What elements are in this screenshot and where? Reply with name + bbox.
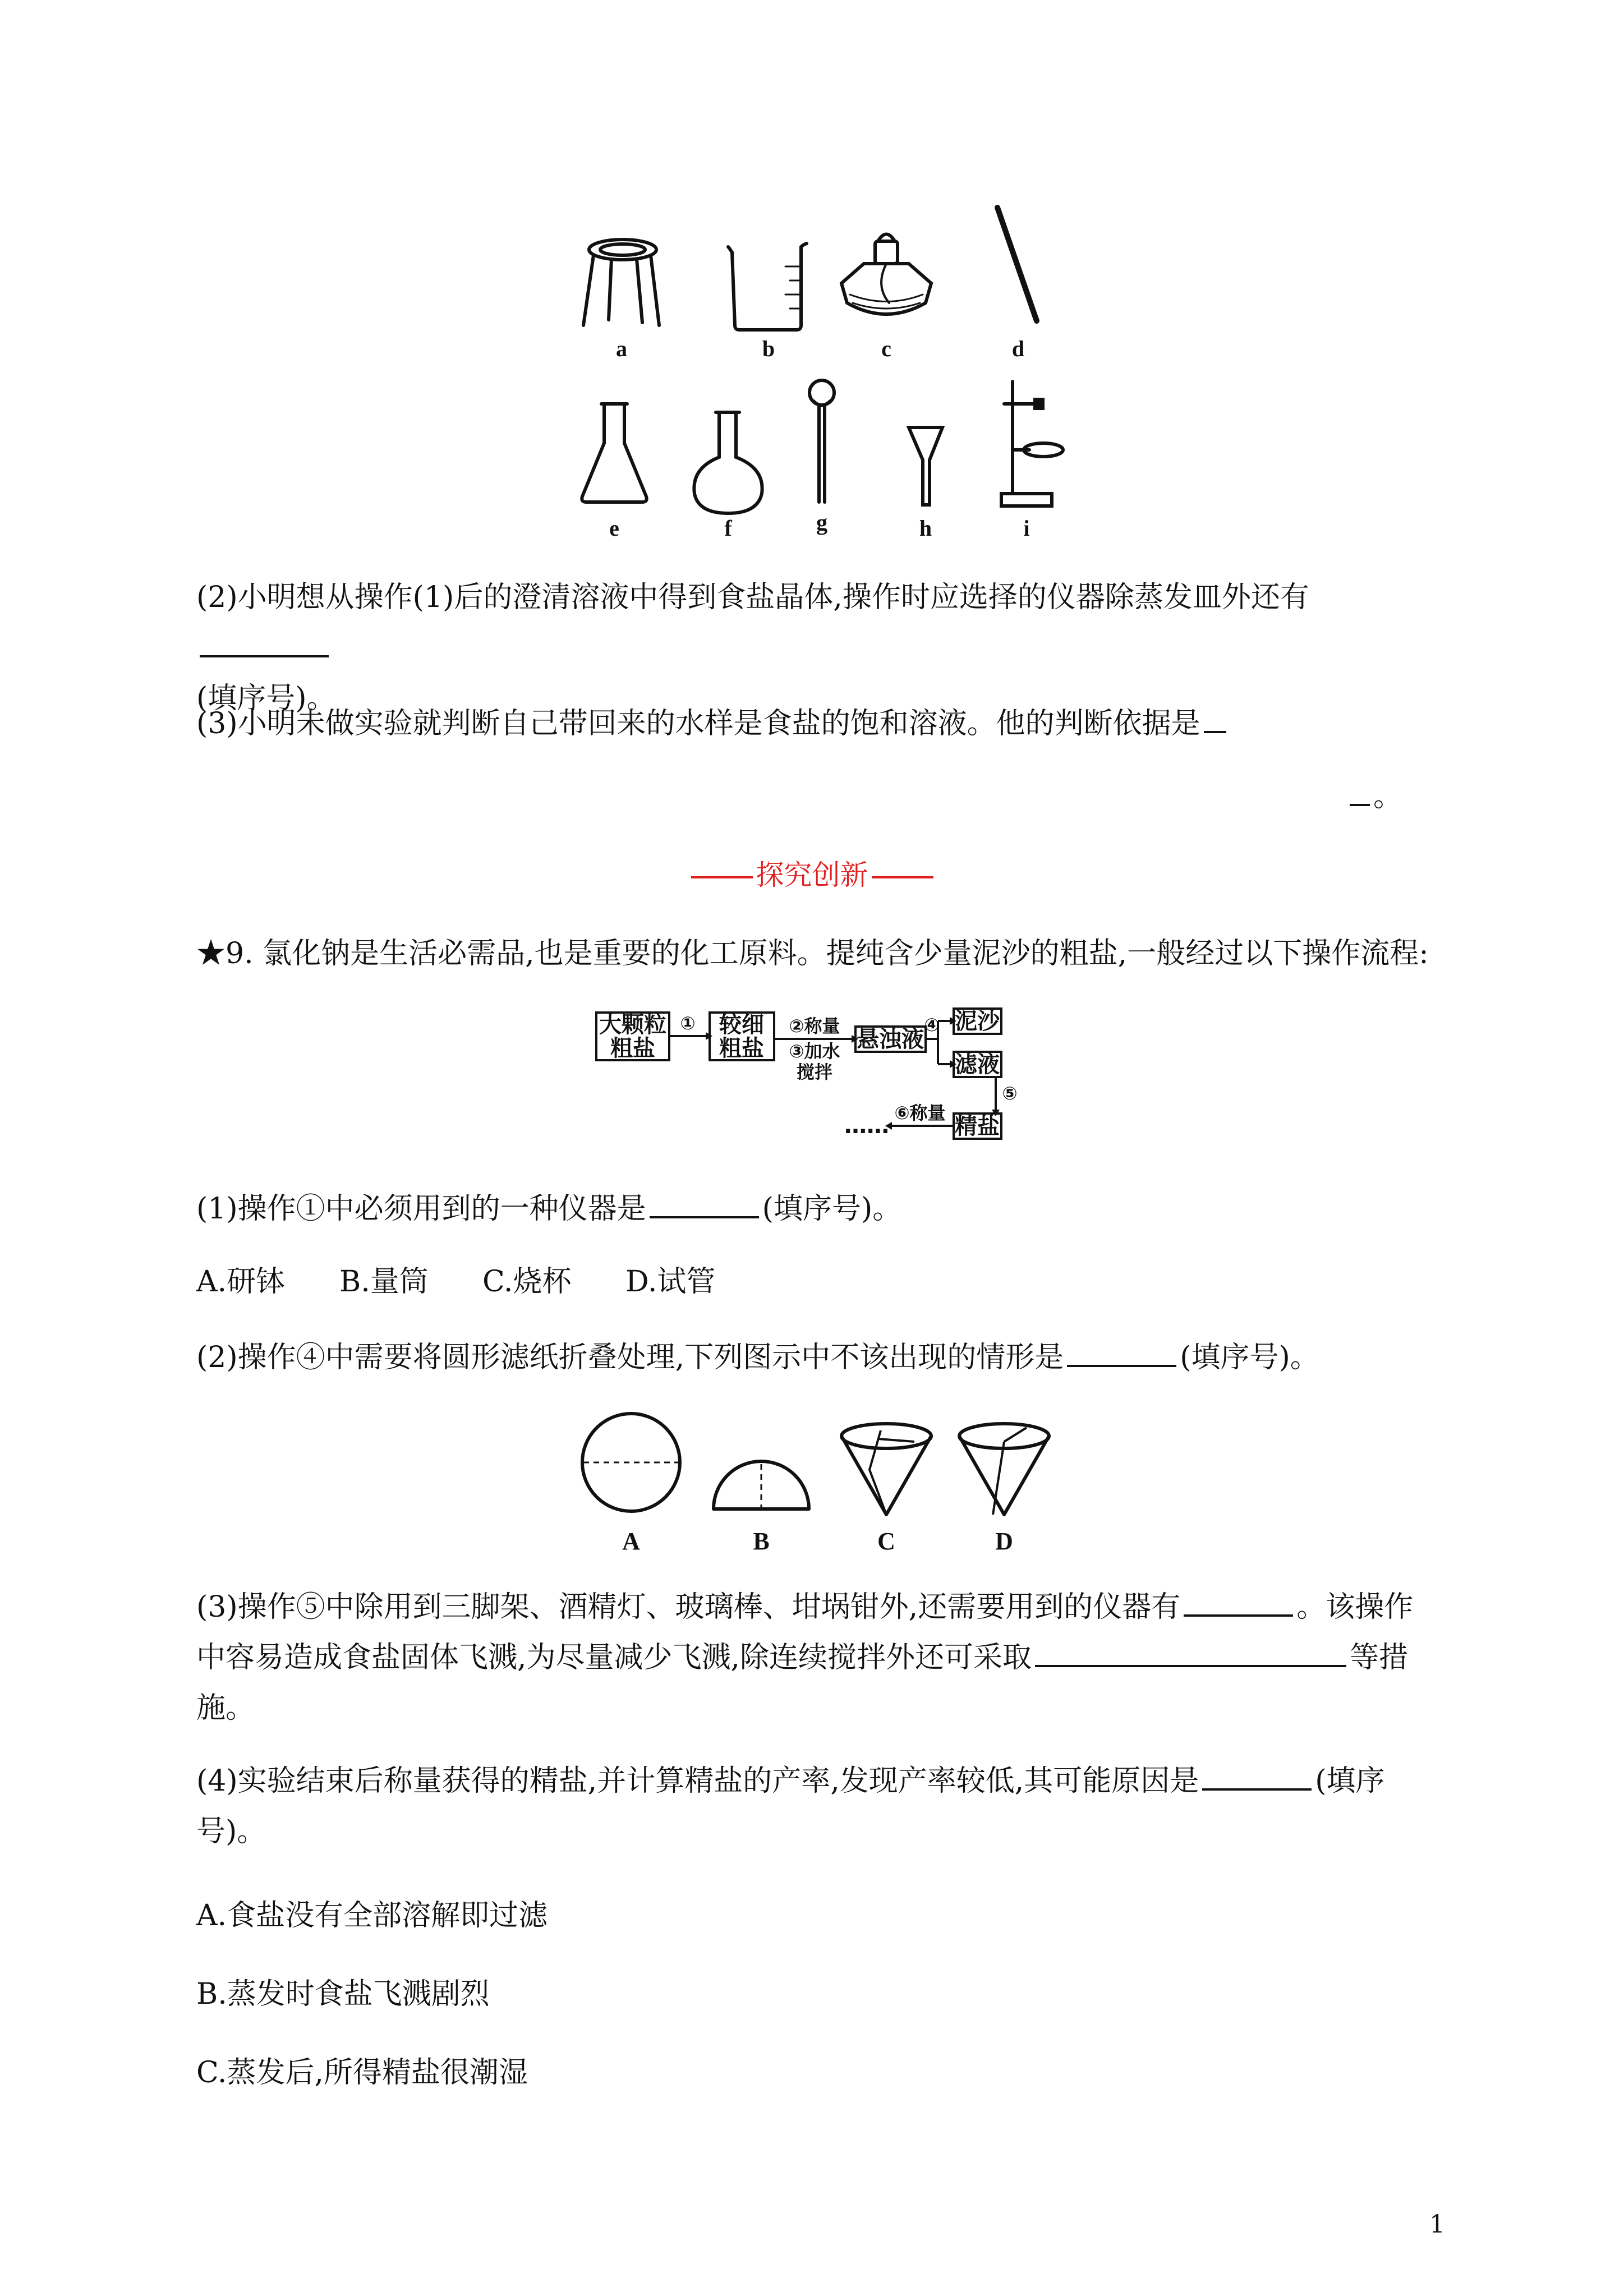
- q9-part2-text: (2)操作④中需要将圆形滤纸折叠处理,下列图示中不该出现的情形是: [196, 1341, 1064, 1374]
- apparatus-label-a: a: [616, 336, 627, 361]
- apparatus-label-i: i: [1023, 516, 1030, 541]
- flow-step-3-stir: 搅拌: [796, 1061, 833, 1083]
- section-title: [0, 853, 1624, 898]
- q9-part4-text-c: 号)。: [196, 1815, 266, 1848]
- q9-part4-option-a: [196, 1890, 1442, 1941]
- flow-chart: [561, 1004, 1066, 1161]
- section-rule-left: [691, 876, 753, 878]
- apparatus-label-c: c: [881, 336, 891, 361]
- q9-part2-text-end: (填序号)。: [1180, 1341, 1319, 1374]
- funnel-icon: [909, 427, 942, 505]
- q8-part2-text-cont: (填序号)。: [196, 682, 336, 715]
- filter-label-d: D: [995, 1527, 1013, 1554]
- apparatus-label-f: f: [724, 516, 732, 541]
- q9-part3-text: (3)操作⑤中除用到三脚架、酒精灯、玻璃棒、坩埚钳外,还需要用到的仪器有: [196, 1590, 1181, 1624]
- section-title-text: 探究创新: [756, 859, 868, 891]
- q9-part1-options: [196, 1257, 1442, 1307]
- beaker-icon: [728, 243, 807, 330]
- q9-part3-text-c: 中容易造成食盐固体飞溅,为尽量减少飞溅,除连续搅拌外还可采取: [196, 1641, 1032, 1674]
- answer-blank: [650, 1187, 759, 1218]
- answer-blank: [1067, 1336, 1176, 1367]
- q9-part1: [196, 1184, 1442, 1234]
- flow-box-filtrate: 滤液: [955, 1052, 1000, 1078]
- q9-part4-text-b: (填序: [1315, 1764, 1385, 1798]
- q9-part2: [196, 1332, 1442, 1383]
- flow-box-coarse-salt-2: 粗盐: [610, 1036, 655, 1061]
- flow-dots: ……: [844, 1113, 889, 1139]
- filter-label-b: B: [753, 1527, 770, 1554]
- apparatus-label-d: d: [1011, 336, 1025, 361]
- q9-part4-text: (4)实验结束后称量获得的精盐,并计算精盐的产率,发现产率较低,其可能原因是: [196, 1764, 1199, 1798]
- q8-part2-text: (2)小明想从操作(1)后的澄清溶液中得到食盐晶体,操作时应选择的仪器除蒸发皿外还有: [196, 581, 1309, 614]
- option-text: A.食盐没有全部溶解即过滤: [196, 1899, 548, 1932]
- q9-part1-text: (1)操作①中必须用到的一种仪器是: [196, 1192, 646, 1226]
- page-number: 1: [1429, 2210, 1445, 2239]
- flow-step-3: ③加水: [789, 1041, 840, 1062]
- q8-part3: [196, 698, 1442, 749]
- option-c: C.烧杯: [482, 1265, 572, 1299]
- q8-part3-end-text: 。: [1373, 780, 1403, 813]
- filter-cone-c-icon: [841, 1424, 931, 1515]
- q8-part3-end: [1346, 771, 1459, 822]
- flow-step-4: ④: [924, 1014, 940, 1036]
- answer-blank: [1035, 1636, 1346, 1667]
- filter-label-a: A: [622, 1527, 640, 1554]
- flow-box-fine-salt-1: 较细: [719, 1012, 764, 1038]
- tripod-icon: [583, 240, 659, 325]
- flow-box-suspension: 悬浊液: [857, 1027, 924, 1052]
- q8-part3-text: (3)小明未做实验就判断自己带回来的水样是食盐的饱和溶液。他的判断依据是: [196, 707, 1200, 740]
- glass-rod-icon: [997, 208, 1037, 321]
- q9-part4-option-b: [196, 1969, 1442, 2019]
- q9-part4: [196, 1756, 1442, 1857]
- q9-stem: [196, 928, 1442, 979]
- flow-step-1: ①: [680, 1013, 696, 1034]
- section-rule-right: [872, 876, 933, 878]
- q9-part1-text-end: (填序号)。: [762, 1192, 902, 1226]
- answer-blank: [1350, 775, 1370, 806]
- dropper-icon: [809, 380, 834, 502]
- flow-box-sediment: 泥沙: [955, 1009, 1000, 1034]
- q9-part3-text-b: 。该操作: [1296, 1590, 1414, 1624]
- apparatus-figure: [539, 191, 1099, 550]
- filter-paper-figure: [567, 1408, 1060, 1554]
- alcohol-lamp-icon: [841, 234, 931, 315]
- q9-part3-text-e: 施。: [196, 1691, 255, 1725]
- option-b: B.量筒: [339, 1265, 429, 1299]
- flow-box-coarse-salt-1: 大颗粒: [599, 1012, 666, 1038]
- filter-circle-icon: [582, 1414, 680, 1511]
- apparatus-label-h: h: [919, 516, 932, 541]
- q9-part4-option-c: [196, 2047, 1442, 2098]
- flow-box-fine-salt-2: 粗盐: [719, 1036, 764, 1061]
- option-d: D.试管: [625, 1265, 716, 1299]
- filter-label-c: C: [877, 1527, 895, 1554]
- round-flask-icon: [694, 412, 762, 513]
- iron-stand-icon: [1001, 381, 1063, 506]
- flow-box-refined-salt: 精盐: [955, 1114, 1000, 1139]
- answer-blank: [1204, 702, 1226, 733]
- answer-blank: [1202, 1759, 1312, 1791]
- q9-stem-text: ★9. 氯化钠是生活必需品,也是重要的化工原料。提纯含少量泥沙的粗盐,一般经过以下操作流程:: [196, 937, 1429, 970]
- option-a: A.研钵: [196, 1265, 286, 1299]
- apparatus-label-e: e: [609, 516, 619, 541]
- conical-flask-icon: [582, 404, 646, 502]
- q9-part3: [196, 1582, 1442, 1733]
- filter-semicircle-icon: [714, 1461, 809, 1509]
- filter-cone-d-icon: [959, 1424, 1049, 1515]
- flow-step-2: ②称量: [789, 1015, 840, 1037]
- q9-part3-text-d: 等措: [1350, 1641, 1409, 1674]
- answer-blank: [200, 626, 329, 657]
- option-text: B.蒸发时食盐飞溅剧烈: [196, 1977, 490, 2011]
- answer-blank: [1184, 1585, 1293, 1617]
- flow-step-5: ⑤: [1002, 1083, 1018, 1104]
- flow-step-6: ⑥称量: [894, 1102, 946, 1124]
- apparatus-label-g: g: [816, 510, 827, 535]
- apparatus-label-b: b: [762, 336, 775, 361]
- option-text: C.蒸发后,所得精盐很潮湿: [196, 2056, 528, 2090]
